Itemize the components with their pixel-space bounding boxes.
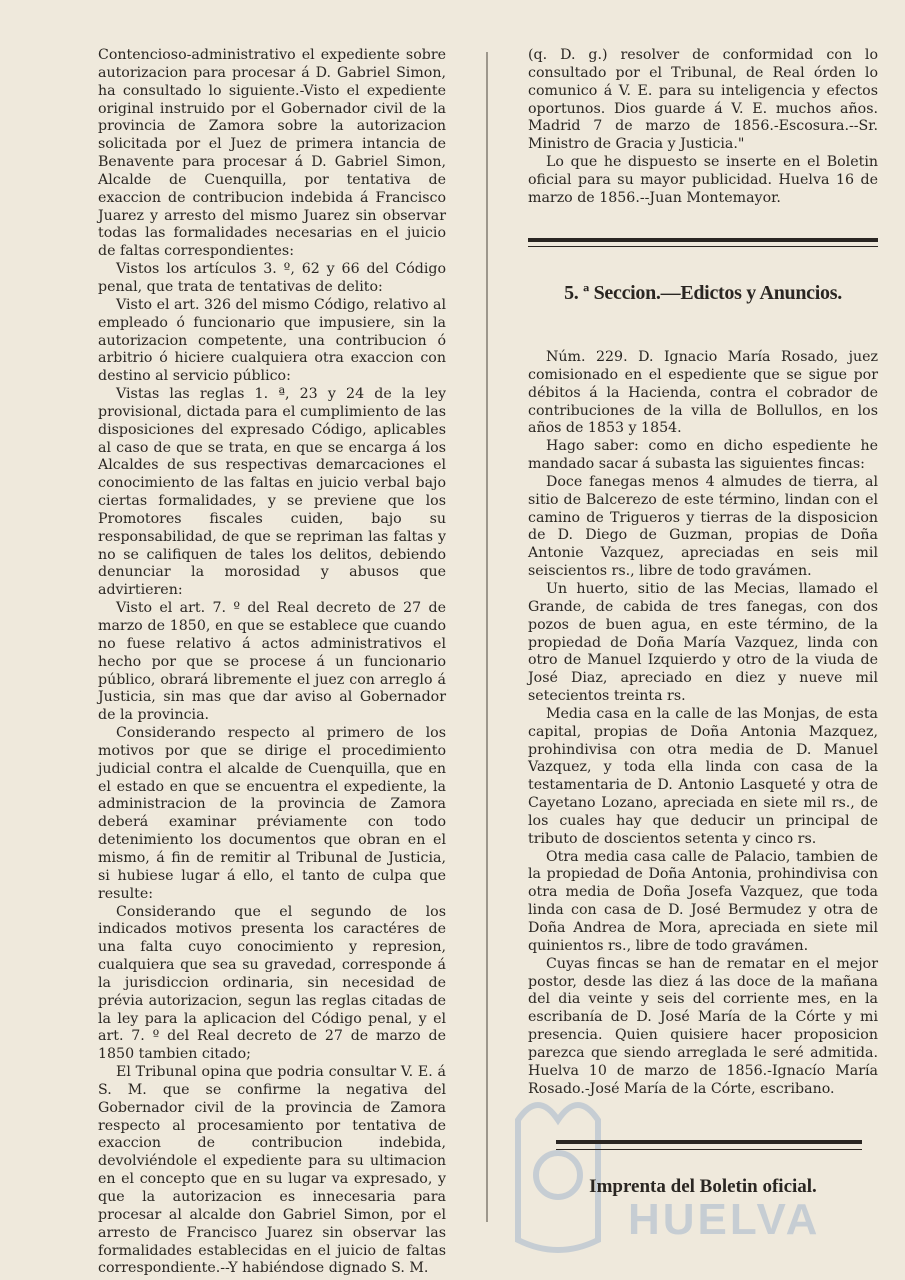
left-paragraph-3: Visto el art. 326 del mismo Código, relativo al empleado ó funcionario que impusiere, sin la autorizacion competente, una contribucion ó arbitrio ó hiciere cualquiera otra exaccion con destino al servicio público: <box>98 296 446 385</box>
left-column <box>98 47 446 1278</box>
left-paragraph-4: Vistas las reglas 1. ª, 23 y 24 de la ley provisional, dictada para el cumplimiento de las disposiciones del expresado Código, aplicables al caso de que se trata, en que se encarga á los Alcaldes de sus respectivas demarcaciones el conocimiento de las faltas en juicio verbal bajo ciertas formalidades, y se previene que los Promotores fiscales cuiden, bajo su responsabilidad, de que se repriman las faltas y no se califiquen de tales los delitos, debiendo denunciar la morosidad y abusos que advirtieren: <box>98 386 446 599</box>
section-rule-thin <box>528 246 878 247</box>
edict-paragraph-7: Cuyas fincas se han de rematar en el mejor postor, desde las diez á las doce de la mañana del dia veinte y seis del corriente mes, en la escribanía de D. José María de la Córte y mi presencia. Quien quisiere hacer proposicion parezca que siendo arreglada le seré admitida. Huelva 10 de marzo de 1856.-Ignacío María Rosado.-José María de la Córte, escribano. <box>528 955 878 1097</box>
right-column-bottom <box>528 349 878 1098</box>
left-paragraph-2: Vistos los artículos 3. º, 62 y 66 del Código penal, que trata de tentativas de delito: <box>98 261 446 295</box>
left-paragraph-8: El Tribunal opina que podria consultar V. E. á S. M. que se confirme la negativa del Gobernador civil de la provincia de Zamora respecto al procesamiento por tentativa de exaccion de contribucion indebida, devolviéndole el expediente para su ultimacion en el concepto que en su lugar va expresado, y que la autorizacion es innecesaria para procesar al alcalde don Gabriel Simon, por el arresto de Francisco Juarez sin observar las formalidades establecidas en el juicio de faltas correspondiente.--Y habiéndose dignado S. M. <box>98 1064 446 1277</box>
section-title: 5. ª Seccion.—Edictos y Anuncios. <box>564 282 842 304</box>
left-paragraph-7: Considerando que el segundo de los indicados motivos presenta los caractéres de una falta cuyo conocimiento y represion, cualquiera que sea su gravedad, corresponde á la jurisdiccion ordinaria, sin necesidad de prévia autorizacion, segun las reglas citadas de la ley para la aplicacion del Código penal, y el art. 7. º del Real decreto de 27 de marzo de 1850 tambien citado; <box>98 903 446 1063</box>
library-seal-watermark <box>498 1080 838 1260</box>
edict-paragraph-1: Núm. 229. D. Ignacio María Rosado, juez comisionado en el espediente que se sigue por débitos á la Hacienda, contra el cobrador de contribuciones de la villa de Bollullos, en los años de 1853 y 1854. <box>528 349 878 437</box>
left-paragraph-1: Contencioso-administrativo el expediente sobre autorizacion para procesar á D. Gabriel Simon, ha consultado lo siguiente.-Visto el expediente original instruido por el Gobernador civil de la provincia de Zamora sobre la autorizacion solicitada por el Juez de primera intancia de Benavente para procesar á D. Gabriel Simon, Alcalde de Cuenquilla, por tentativa de exaccion de contribucion indebida á Francisco Juarez y arresto del mismo Juarez sin observar todas las formalidades necesarias en el juicio de faltas correspondientes: <box>98 47 446 260</box>
edict-paragraph-6: Otra media casa calle de Palacio, tambien de la propiedad de Doña Antonia, prohindivisa con otra media de Doña Josefa Vazquez, que toda linda con casa de D. José Bermudez y otra de Doña Andrea de Mora, apreciada en siete mil quinientos rs., libre de todo gravámen. <box>528 848 878 954</box>
footer-rule-thick <box>556 1140 862 1144</box>
edict-paragraph-5: Media casa en la calle de las Monjas, de esta capital, propias de Doña Antonia Mazquez, prohindivisa con otra media de D. Manuel Vazquez, y toda ella linda con casa de la testamentaria de D. Antonio Lasqueté y otra de Cayetano Lozano, apreciada en siete mil rs., de los cuales hay que deducir un principal de tributo de doscientos setenta y cinco rs. <box>528 705 878 847</box>
right-column-top <box>528 47 878 208</box>
column-divider <box>486 52 488 1222</box>
watermark-text: HUELVA <box>628 1195 821 1244</box>
edict-paragraph-2: Hago saber: como en dicho espediente he mandado sacar á subasta las siguientes fincas: <box>528 438 878 473</box>
edict-paragraph-4: Un huerto, sitio de las Mecias, llamado el Grande, de cabida de tres fanegas, con dos pozos de buen agua, en este término, de la propiedad de Doña María Vazquez, linda con otro de Manuel Izquierdo y otro de la viuda de José Diaz, apreciado en diez y nueve mil setecientos treinta rs. <box>528 580 878 705</box>
left-paragraph-5: Visto el art. 7. º del Real decreto de 27 de marzo de 1850, en que se establece que cuando no fuese relativo á actos administrativos el hecho por que se procese á un funcionario público, obrará libremente el juez con arreglo á Justicia, sin mas que dar aviso al Gobernador de la provincia. <box>98 600 446 724</box>
imprenta-title: Imprenta del Boletin oficial. <box>589 1176 817 1197</box>
section-rule-thick <box>528 238 878 242</box>
right-top-paragraph-2: Lo que he dispuesto se inserte en el Boletin oficial para su mayor publicidad. Huelva 16 de marzo de 1856.--Juan Montemayor. <box>528 154 878 206</box>
footer-rule-thin <box>556 1149 862 1150</box>
left-paragraph-6: Considerando respecto al primero de los motivos por que se dirige el procedimiento judicial contra el alcalde de Cuenquilla, que en el estado en que se encuentra el expediente, la administracion de la provincia de Zamora deberá examinar préviamente con todo detenimiento los documentos que obran en el mismo, á fin de remitir al Tribunal de Justicia, si hubiese lugar á ello, el tanto de culpa que resulte: <box>98 725 446 902</box>
right-top-paragraph-1: (q. D. g.) resolver de conformidad con lo consultado por el Tribunal, de Real órden lo comunico á V. E. para su inteligencia y efectos oportunos. Dios guarde á V. E. muchos años. Madrid 7 de marzo de 1856.-Escosura.--Sr. Ministro de Gracia y Justicia." <box>528 47 878 153</box>
edict-paragraph-3: Doce fanegas menos 4 almudes de tierra, al sitio de Balcerezo de este término, lindan con el camino de Trigueros y tierras de la disposicion de D. Diego de Guzman, propias de Doña Antonie Vazquez, apreciadas en seis mil seiscientos rs., libre de todo gravámen. <box>528 473 878 580</box>
